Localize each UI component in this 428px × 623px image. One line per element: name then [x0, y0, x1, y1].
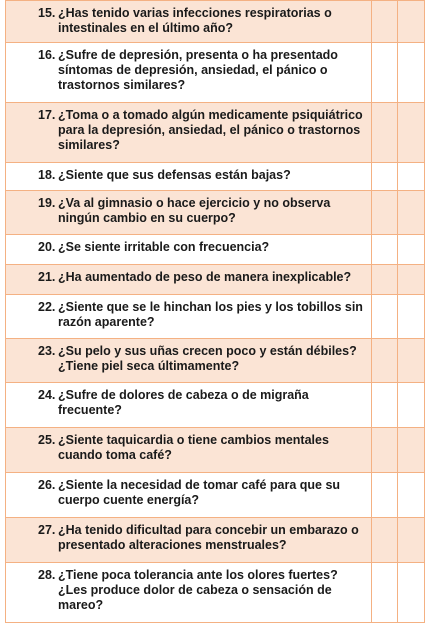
- answer-cell-a[interactable]: [372, 383, 398, 428]
- answer-cell-a[interactable]: [372, 473, 398, 518]
- answer-cell-b[interactable]: [398, 295, 425, 339]
- question-row: [6, 428, 425, 473]
- answer-cell-a[interactable]: [372, 518, 398, 563]
- question-text: ¿Siente taquicardia o tiene cambios mentales cuando toma café?: [58, 433, 329, 462]
- question-row: [6, 295, 425, 339]
- answer-cell-a[interactable]: [372, 191, 398, 235]
- question-cell: [6, 563, 372, 623]
- question-cell: [6, 43, 372, 103]
- question-content: [6, 163, 371, 183]
- answer-cell-a[interactable]: [372, 563, 398, 623]
- question-row: [6, 339, 425, 383]
- answer-cell-b[interactable]: [398, 103, 425, 163]
- question-content: [6, 473, 371, 508]
- answer-cell-b[interactable]: [398, 473, 425, 518]
- question-text: ¿Sufre de depresión, presenta o ha presentado síntomas de depresión, ansiedad, el pánico o trastornos similares?: [58, 48, 338, 92]
- question-content: [6, 1, 371, 36]
- question-number: 19.: [38, 196, 56, 210]
- question-content: [6, 383, 371, 418]
- question-content: [6, 43, 371, 93]
- answer-cell-a[interactable]: [372, 339, 398, 383]
- question-content: [6, 191, 371, 226]
- question-row: [6, 383, 425, 428]
- question-number: 28.: [38, 568, 56, 582]
- question-cell: [6, 473, 372, 518]
- answer-cell-a[interactable]: [372, 265, 398, 295]
- answer-cell-a[interactable]: [372, 163, 398, 191]
- answer-cell-a[interactable]: [372, 235, 398, 265]
- answer-cell-b[interactable]: [398, 235, 425, 265]
- question-number: 26.: [38, 478, 56, 492]
- answer-cell-b[interactable]: [398, 191, 425, 235]
- answer-cell-b[interactable]: [398, 265, 425, 295]
- question-row: [6, 191, 425, 235]
- question-row: [6, 103, 425, 163]
- question-row: [6, 235, 425, 265]
- question-row: [6, 163, 425, 191]
- answer-cell-a[interactable]: [372, 295, 398, 339]
- question-row: [6, 518, 425, 563]
- question-text: ¿Toma o a tomado algún medicamente psiquiátrico para la depresión, ansiedad, el pánico o trastornos similares?: [58, 108, 363, 152]
- question-number: 17.: [38, 108, 56, 122]
- question-text: ¿Siente la necesidad de tomar café para que su cuerpo cuente energía?: [58, 478, 341, 507]
- question-text: ¿Siente que sus defensas están bajas?: [58, 168, 291, 182]
- question-number: 24.: [38, 388, 56, 402]
- answer-cell-b[interactable]: [398, 1, 425, 43]
- question-number: 18.: [38, 168, 56, 182]
- question-row: [6, 43, 425, 103]
- question-content: [6, 235, 371, 255]
- question-content: [6, 339, 371, 374]
- question-cell: [6, 265, 372, 295]
- question-cell: [6, 103, 372, 163]
- question-text: ¿Siente que se le hinchan los pies y los tobillos sin razón aparente?: [58, 300, 363, 329]
- question-text: ¿Ha tenido dificultad para concebir un embarazo o presentado alteraciones menstruales?: [58, 523, 359, 552]
- question-content: [6, 563, 371, 613]
- answer-cell-b[interactable]: [398, 428, 425, 473]
- question-cell: [6, 163, 372, 191]
- question-number: 25.: [38, 433, 56, 447]
- question-text: ¿Se siente irritable con frecuencia?: [58, 240, 270, 254]
- question-cell: [6, 1, 372, 43]
- answer-cell-a[interactable]: [372, 428, 398, 473]
- question-number: 20.: [38, 240, 56, 254]
- question-row: [6, 563, 425, 623]
- question-row: [6, 1, 425, 43]
- question-row: [6, 265, 425, 295]
- question-cell: [6, 295, 372, 339]
- answer-cell-b[interactable]: [398, 383, 425, 428]
- answer-cell-a[interactable]: [372, 43, 398, 103]
- question-cell: [6, 339, 372, 383]
- question-row: [6, 473, 425, 518]
- answer-cell-b[interactable]: [398, 518, 425, 563]
- question-text: ¿Su pelo y sus uñas crecen poco y están débiles? ¿Tiene piel seca últimamente?: [58, 344, 357, 373]
- question-content: [6, 295, 371, 330]
- answer-cell-b[interactable]: [398, 163, 425, 191]
- question-number: 15.: [38, 6, 56, 20]
- answer-cell-a[interactable]: [372, 103, 398, 163]
- question-cell: [6, 383, 372, 428]
- questionnaire-body: [6, 1, 425, 623]
- question-cell: [6, 191, 372, 235]
- question-cell: [6, 428, 372, 473]
- answer-cell-b[interactable]: [398, 563, 425, 623]
- question-text: ¿Ha aumentado de peso de manera inexplicable?: [58, 270, 352, 284]
- question-content: [6, 265, 371, 285]
- questionnaire-sheet: [5, 0, 424, 623]
- question-text: ¿Tiene poca tolerancia ante los olores fuertes? ¿Les produce dolor de cabeza o sensación de mareo?: [58, 568, 338, 612]
- question-cell: [6, 518, 372, 563]
- answer-cell-b[interactable]: [398, 339, 425, 383]
- question-content: [6, 518, 371, 553]
- question-number: 16.: [38, 48, 56, 62]
- question-number: 21.: [38, 270, 56, 284]
- question-number: 27.: [38, 523, 56, 537]
- answer-cell-a[interactable]: [372, 1, 398, 43]
- question-number: 22.: [38, 300, 56, 314]
- question-text: ¿Has tenido varias infecciones respiratorias o intestinales en el último año?: [58, 6, 332, 35]
- answer-cell-b[interactable]: [398, 43, 425, 103]
- question-number: 23.: [38, 344, 56, 358]
- question-text: ¿Va al gimnasio o hace ejercicio y no observa ningún cambio en su cuerpo?: [58, 196, 331, 225]
- question-cell: [6, 235, 372, 265]
- question-content: [6, 428, 371, 463]
- questionnaire-table: [5, 0, 425, 623]
- question-text: ¿Sufre de dolores de cabeza o de migraña frecuente?: [58, 388, 309, 417]
- question-content: [6, 103, 371, 153]
